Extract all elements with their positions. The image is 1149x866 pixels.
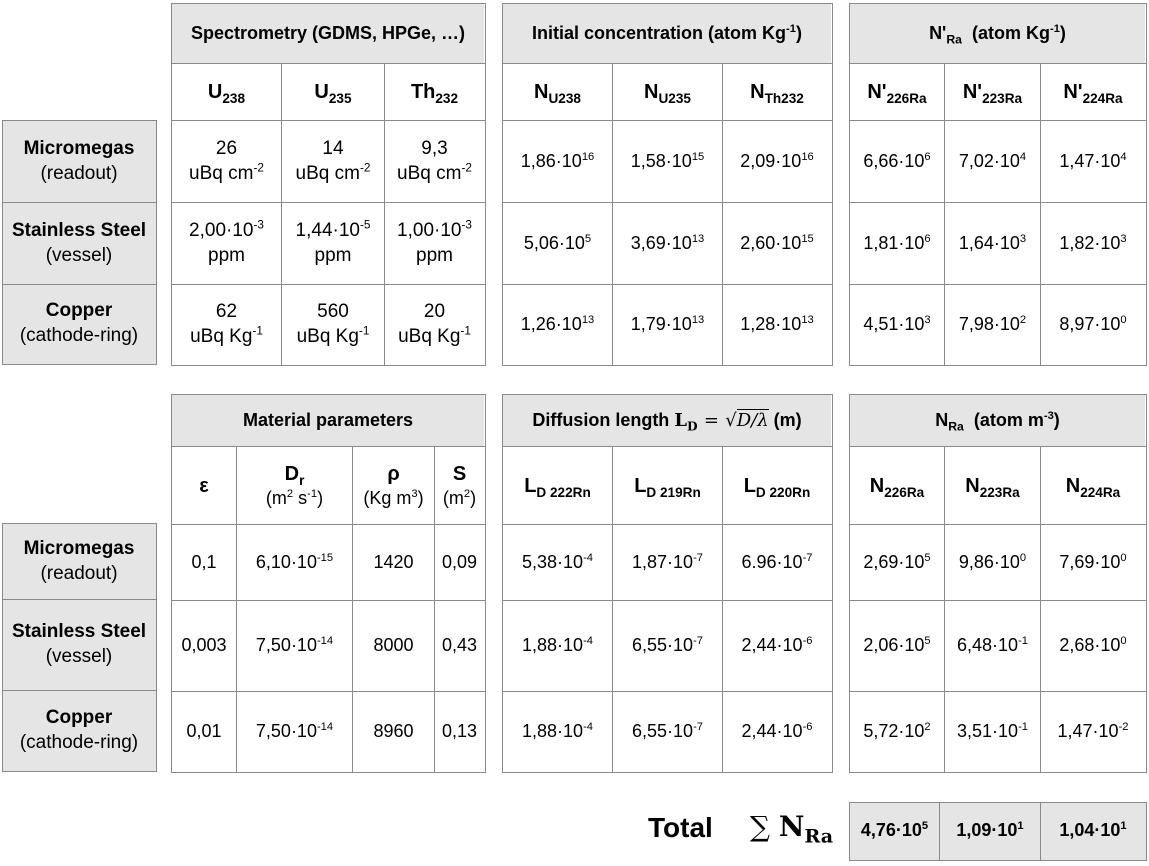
material-parameters-title: Material parameters [172, 395, 484, 446]
diffusion-formula: $L_D = √D/\lambda$ [674, 409, 769, 434]
sum-n-ra-symbol: ∑ $N_{Ra}$ [750, 810, 834, 848]
material-cell: $7,50\cdot 10^{-14}$ [255, 720, 334, 741]
diffusion-cell: $6.96\cdot 10^{-7}$ [741, 551, 813, 572]
nra-cell: $5,72\cdot 10^2$ [863, 720, 931, 741]
nprime-cell: $8,97\cdot 10^0$ [1059, 313, 1127, 334]
col-header-th232: $Th_{232}$ [410, 81, 459, 106]
diffusion-cell: $1,87\cdot 10^{-7}$ [632, 551, 703, 572]
nprime-cell: $1,81\cdot 10^6$ [863, 232, 931, 253]
diffusion-length-title: Diffusion length $L_D = √D/\lambda$ (m) [503, 395, 831, 446]
col-header-nu235: $N_{U235}$ [644, 81, 691, 106]
initial-concentration-title: Initial concentration (atom $Kg^{-1}$) [503, 4, 831, 63]
col-header-nprime-226ra: $N'_{226Ra}$ [867, 81, 927, 106]
nprime-cell: $4,51\cdot 10^3$ [863, 313, 931, 334]
col-header-nu238: $N_{U238}$ [534, 81, 581, 106]
total-value-226ra: $4,76\cdot 10^5$ [860, 820, 929, 841]
spectrometry-cell: $1,44\cdot 10^{-5}$ ppm [295, 218, 371, 266]
spectrometry-cell: $2,00\cdot 10^{-3}$ ppm [189, 218, 264, 266]
col-header-n-223ra: $N_{223Ra}$ [965, 474, 1020, 500]
diffusion-cell: $2,44\cdot 10^{-6}$ [741, 635, 813, 656]
col-header-diffusion-coefficient: $D_r$ ($m^2$ $s^{-1}$) [265, 462, 324, 508]
nra-cell: $2,06\cdot 10^5$ [863, 635, 931, 656]
material-cell: 1420 [373, 551, 414, 572]
material-cell: 0,01 [186, 720, 222, 741]
row-labels-bottom [2, 523, 157, 772]
spectrometry-cell: $1,00\cdot 10^{-3}$ ppm [397, 218, 472, 266]
diffusion-length-table [502, 394, 833, 773]
row-label-stainless-steel: Stainless Steel (vessel) [11, 621, 147, 667]
concentration-cell: $2,60\cdot 10^{15}$ [740, 232, 814, 253]
spectrometry-cell: 9,3 uBq $cm^{-2}$ [397, 137, 472, 184]
concentration-cell: $1,79\cdot 10^{13}$ [630, 313, 705, 334]
diffusion-cell: $1,88\cdot 10^{-4}$ [522, 720, 593, 741]
col-header-ld-222rn: $L_{D 222Rn}$ [524, 474, 591, 500]
concentration-cell: $2,09\cdot 10^{16}$ [740, 150, 814, 171]
total-values-row [849, 802, 1147, 861]
col-header-surface: S $(m^2)$ [442, 462, 477, 508]
concentration-cell: $1,86\cdot 10^{16}$ [520, 150, 595, 171]
col-header-n-226ra: $N_{226Ra}$ [869, 474, 925, 500]
nra-cell: $6,48\cdot 10^{-1}$ [957, 635, 1028, 656]
concentration-cell: $3,69\cdot 10^{13}$ [630, 232, 705, 253]
col-header-nprime-224ra: $N'_{224Ra}$ [1063, 81, 1123, 106]
nra-title: $N_{Ra}$ (atom $m^{-3}$) [850, 395, 1145, 446]
nra-table [849, 394, 1147, 773]
row-label-micromegas: Micromegas (readout) [23, 137, 135, 184]
nprime-cell: $6,66\cdot 10^6$ [863, 150, 931, 171]
nra-cell: $3,51\cdot 10^{-1}$ [957, 720, 1028, 741]
col-header-u235: $U_{235}$ [314, 81, 352, 106]
material-cell: 0,003 [181, 635, 227, 656]
concentration-cell: $1,28\cdot 10^{13}$ [740, 313, 814, 334]
diffusion-cell: $1,88\cdot 10^{-4}$ [522, 635, 593, 656]
nprime-cell: $1,47\cdot 10^4$ [1059, 150, 1127, 171]
total-value-223ra: $1,09\cdot 10^1$ [956, 820, 1024, 841]
material-cell: $7,50\cdot 10^{-14}$ [255, 635, 334, 656]
concentration-cell: $1,26\cdot 10^{13}$ [520, 313, 595, 334]
nra-cell: $2,68\cdot 10^0$ [1059, 635, 1127, 656]
nra-cell: $2,69\cdot 10^5$ [863, 551, 931, 572]
material-cell: 8000 [373, 635, 414, 656]
col-header-epsilon: ε [199, 474, 209, 497]
diffusion-cell: $5,38\cdot 10^{-4}$ [522, 551, 593, 572]
row-label-copper: Copper (cathode-ring) [19, 300, 139, 346]
col-header-density: ρ (Kg $m^3$) [363, 462, 424, 508]
concentration-cell: $5,06\cdot 10^5$ [523, 232, 592, 253]
material-cell: $6,10\cdot 10^{-15}$ [255, 551, 334, 572]
nprime-ra-title: $N'_{Ra}$ (atom $Kg^{-1}$) [850, 4, 1145, 63]
spectrometry-cell: 560 uBq $Kg^{-1}$ [296, 300, 370, 347]
spectrometry-table [171, 3, 486, 366]
total-label: Total [648, 812, 713, 843]
concentration-cell: $1,58\cdot 10^{15}$ [630, 150, 705, 171]
col-header-ld-219rn: $L_{D 219Rn}$ [634, 474, 701, 500]
nra-cell: $1,47\cdot 10^{-2}$ [1057, 720, 1129, 741]
material-cell: 0,13 [441, 720, 478, 741]
spectrometry-cell: 62 uBq $Kg^{-1}$ [190, 300, 263, 347]
spectrometry-title: Spectrometry (GDMS, HPGe, …) [172, 4, 484, 63]
col-header-nprime-223ra: $N'_{223Ra}$ [962, 81, 1023, 106]
row-label-copper: Copper (cathode-ring) [19, 706, 139, 753]
diffusion-cell: $6,55\cdot 10^{-7}$ [632, 720, 703, 741]
material-cell: 0,09 [441, 551, 478, 572]
nprime-cell: $7,98\cdot 10^2$ [958, 313, 1027, 334]
material-cell: 8960 [373, 720, 414, 741]
spectrometry-cell: 14 uBq $cm^{-2}$ [295, 137, 371, 184]
material-cell: 0,43 [441, 635, 478, 656]
diffusion-cell: $6,55\cdot 10^{-7}$ [632, 635, 703, 656]
nra-cell: $9,86\cdot 10^0$ [958, 551, 1027, 572]
col-header-ld-220rn: $L_{D 220Rn}$ [743, 474, 811, 500]
nprime-cell: $1,64\cdot 10^3$ [958, 232, 1027, 253]
material-parameters-table [171, 394, 486, 773]
spectrometry-cell: 26 uBq $cm^{-2}$ [189, 137, 264, 184]
material-cell: 0,1 [191, 551, 217, 572]
col-header-u238: $U_{238}$ [207, 81, 246, 106]
spectrometry-cell: 20 uBq $Kg^{-1}$ [398, 300, 471, 347]
nprime-ra-table [849, 3, 1147, 366]
col-header-nth232: $N_{Th232}$ [750, 81, 804, 106]
total-value-224ra: $1,04\cdot 10^1$ [1059, 820, 1127, 841]
row-label-stainless-steel: Stainless Steel (vessel) [11, 219, 147, 266]
col-header-n-224ra: $N_{224Ra}$ [1065, 474, 1121, 500]
nra-cell: $7,69\cdot 10^0$ [1059, 551, 1127, 572]
diffusion-cell: $2,44\cdot 10^{-6}$ [741, 720, 813, 741]
initial-concentration-table [502, 3, 833, 366]
nprime-cell: $7,02\cdot 10^4$ [958, 150, 1027, 171]
row-label-micromegas: Micromegas (readout) [23, 537, 135, 584]
nprime-cell: $1,82\cdot 10^3$ [1059, 232, 1127, 253]
row-labels-top [2, 120, 157, 365]
